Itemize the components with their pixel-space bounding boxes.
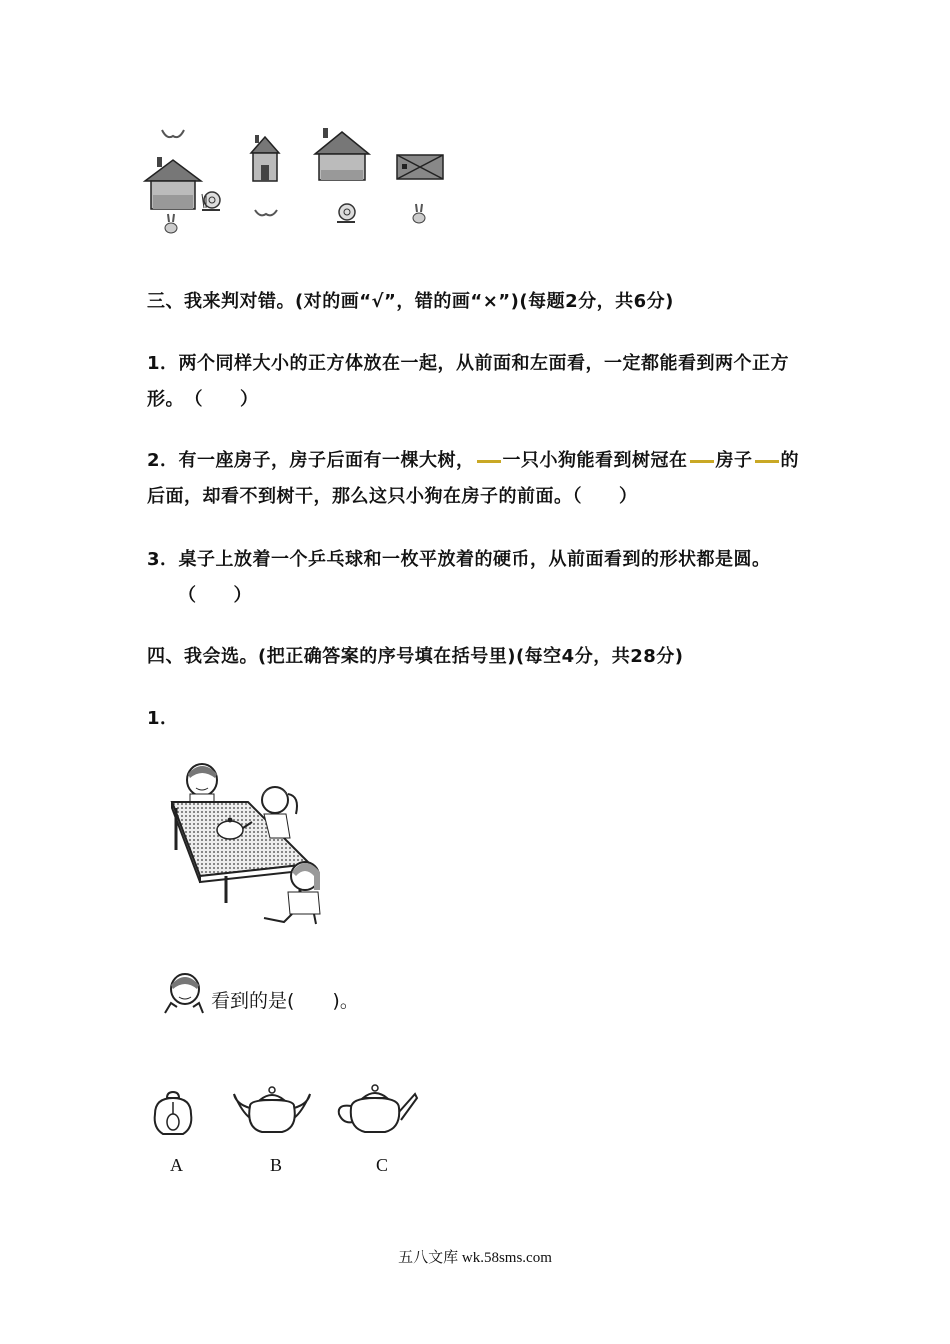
rabbit-icon (411, 202, 427, 224)
roof-top-view-icon (396, 154, 444, 180)
question-3-1-line2: 形。 （ ） (147, 389, 259, 410)
question-3-1-line1: 1．两个同样大小的正方体放在一起，从前面和左面看，一定都能看到两个正方 (147, 353, 790, 374)
highlight-mark (690, 460, 714, 463)
highlight-mark (755, 460, 779, 463)
question-3-3-line2: （ ） (178, 585, 252, 606)
option-label-b: B (270, 1155, 283, 1175)
q2-text-d: 的 (780, 450, 800, 471)
table-scene-illustration (160, 758, 340, 928)
question-3-2-line1 (147, 446, 799, 472)
option-label-a: A (170, 1155, 183, 1175)
boy-face-icon (163, 971, 205, 1015)
footer-watermark: 五八文库 wk.58sms.com (398, 1250, 552, 1266)
q2-text-c: 房子 (715, 450, 753, 471)
section4-heading: 四、我会选。(把正确答案的序号填在括号里)(每空4分，共28分) (147, 646, 684, 667)
option-label-c: C (376, 1155, 389, 1175)
house-icon (313, 126, 371, 182)
question-4-1-number: 1． (147, 708, 179, 729)
q2-text-b: 一只小狗能看到树冠在 (502, 450, 688, 471)
question-4-1-prompt: 看到的是( )。 (211, 990, 359, 1012)
teapot-option-b (232, 1084, 312, 1136)
q2-text-a: 2．有一座房子，房子后面有一棵大树， (147, 450, 475, 471)
bird-icon (253, 208, 279, 220)
house-icon (250, 135, 280, 183)
snail-icon (335, 200, 357, 224)
bird-icon (160, 128, 186, 142)
snail-icon (200, 188, 222, 212)
question-3-3-line1: 3．桌子上放着一个乒乓球和一枚平放着的硬币，从前面看到的形状都是圆。 (147, 549, 771, 570)
rabbit-icon (163, 212, 179, 234)
question-3-2-line2: 后面，却看不到树干，那么这只小狗在房子的前面。（ ） (147, 486, 638, 507)
highlight-mark (477, 460, 501, 463)
section3-heading: 三、我来判对错。(对的画“√”，错的画“×”)(每题2分，共6分) (147, 291, 674, 312)
boy-figure (187, 764, 217, 806)
teapot-option-c (337, 1082, 419, 1136)
house-icon (143, 155, 203, 211)
teapot-option-a (147, 1088, 199, 1138)
